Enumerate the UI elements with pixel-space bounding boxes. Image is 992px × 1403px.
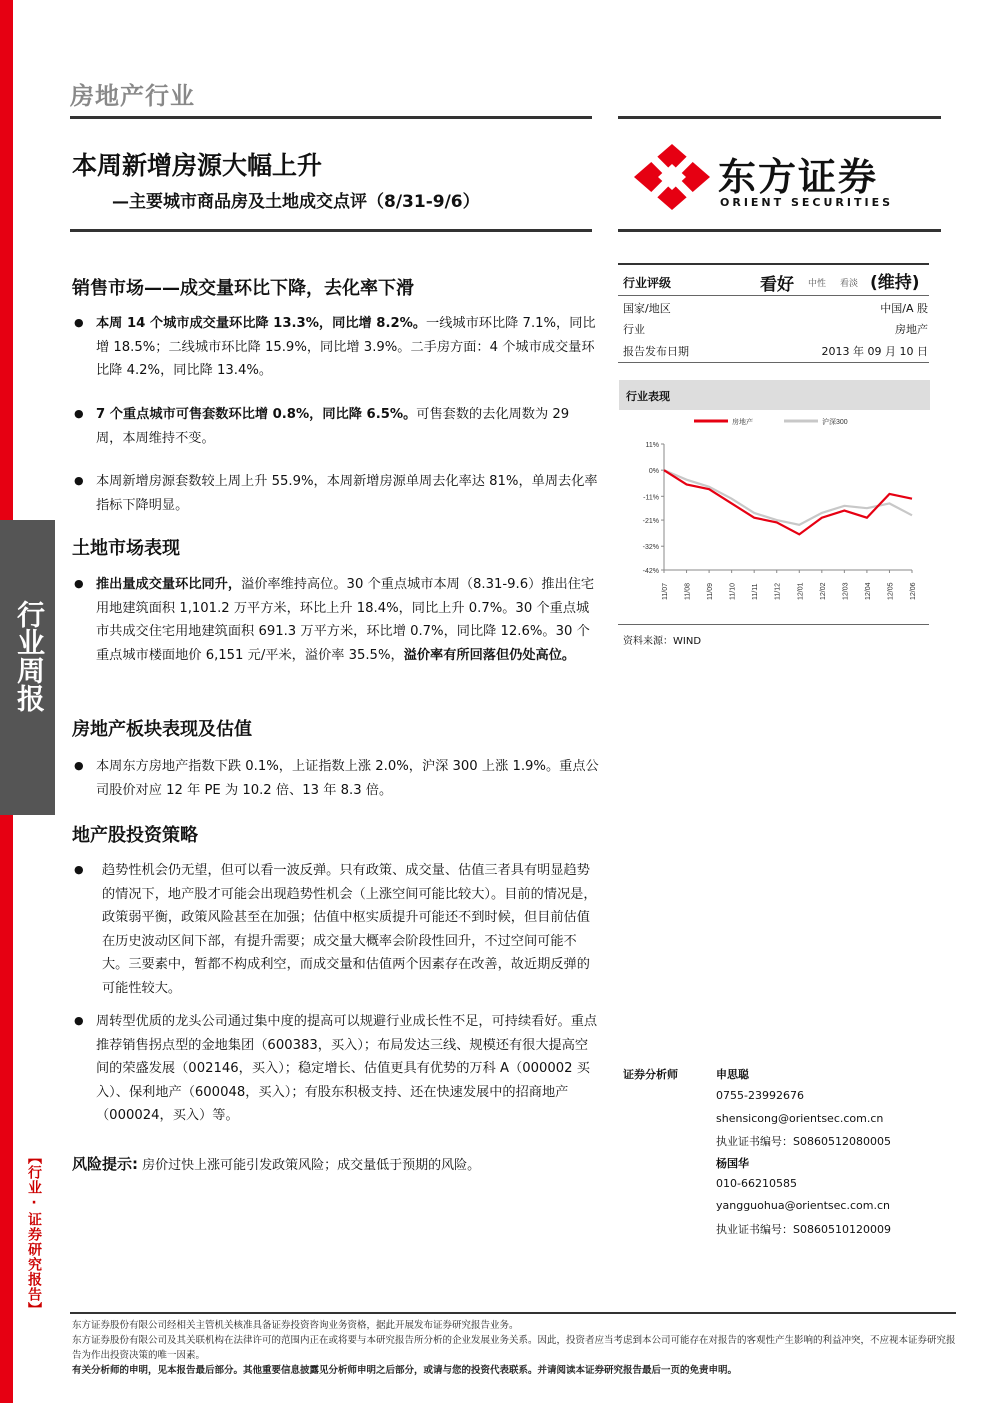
x-tick-label: 11/11 xyxy=(752,583,760,600)
series-line xyxy=(664,470,912,525)
rating-value: 看好 xyxy=(760,275,794,295)
list-item: 本周东方房地产指数下跌 0.1%，上证指数上涨 2.0%，沪深 300 上涨 1.9%。重点公司股价对应 12 年 PE 为 10.2 倍、13 年 8.3 倍。 xyxy=(96,759,599,798)
industry-performance-chart xyxy=(622,410,922,620)
footer-line: 有关分析师的申明，见本报告最后部分。其他重要信息披露见分析师申明之后部分，或请与您的投资代表联系。并请阅读本证券研究报告最后一页的免责申明。 xyxy=(72,1365,738,1376)
rating-neutral: 中性 xyxy=(808,279,827,289)
info-value: 房地产 xyxy=(895,323,928,336)
divider xyxy=(618,116,941,119)
list-item: 趋势性机会仍无望，但可以看一波反弹。只有政策、成交量、估值三者具有明显趋势的情况下，地产股才可能会出现趋势性机会（上涨空间可能比较大）。目前的情况是，政策弱平衡，政策风险甚至在加强；估值中枢实质提升可能还不到时候，但目前估值在历史波动区间下部，有提升需要；成交量大概率会阶段性回升，不过空间可能不大。三要素中，暂都不构成利空，而成交量和估值两个因素存在改善，故近期反弹的可能性较大。 xyxy=(102,863,597,996)
divider xyxy=(70,229,592,232)
footer-disclaimer xyxy=(72,1318,962,1378)
logo-text-cn: 东方证券 xyxy=(718,155,879,199)
y-tick-label: -42% xyxy=(642,568,659,575)
divider xyxy=(618,263,929,265)
y-tick-label: 11% xyxy=(645,442,659,449)
bullet-icon: ● xyxy=(74,759,84,772)
analyst-phone: 010-66210585 xyxy=(716,1177,797,1190)
analyst-name: 申思聪 xyxy=(716,1068,749,1081)
logo-mark-icon xyxy=(632,142,712,212)
left-red-stripe-bottom xyxy=(0,815,13,1403)
side-label: 行业周报 xyxy=(13,600,46,712)
divider xyxy=(70,1312,956,1314)
info-key: 报告发布日期 xyxy=(623,345,689,358)
logo-text-en: ORIENT SECURITIES xyxy=(720,196,894,209)
industry-label: 房地产行业 xyxy=(70,82,195,110)
left-red-stripe xyxy=(0,0,13,520)
x-tick-label: 12/03 xyxy=(842,582,850,600)
divider xyxy=(70,116,592,119)
footer-line: 东方证券股份有限公司经相关主管机关核准具备证券投资咨询业务资格，据此开展发布证券研究报告业务。 xyxy=(72,1320,519,1331)
page-title: 本周新增房源大幅上升 xyxy=(72,151,323,180)
analyst-cert: 执业证书编号：S0860512080005 xyxy=(716,1135,891,1148)
divider xyxy=(618,624,929,625)
x-tick-label: 12/01 xyxy=(797,582,805,600)
bullet-icon: ● xyxy=(74,316,84,329)
page-subtitle: —主要城市商品房及土地成交点评（8/31-9/6） xyxy=(112,192,480,212)
list-item: 7 个重点城市可售套数环比增 0.8%，同比降 6.5%。可售套数的去化周数为 29 周，本周维持不变。 xyxy=(96,407,570,446)
bullet-icon: ● xyxy=(74,863,84,876)
x-tick-label: 11/10 xyxy=(729,583,737,600)
divider xyxy=(618,362,929,363)
x-tick-label: 11/08 xyxy=(684,583,692,600)
bullet-icon: ● xyxy=(74,407,84,420)
section-title-sales: 销售市场——成交量环比下降，去化率下滑 xyxy=(72,278,414,299)
list-item: 本周新增房源套数较上周上升 55.9%，本周新增房源单周去化率达 81%，单周去化率指标下降明显。 xyxy=(96,474,598,513)
bullet-icon: ● xyxy=(74,474,84,487)
y-tick-label: -11% xyxy=(643,494,659,502)
chart-source: 资料来源：WIND xyxy=(623,636,702,647)
analyst-email[interactable]: yangguohua@orientsec.com.cn xyxy=(716,1199,890,1212)
perf-title: 行业表现 xyxy=(626,390,670,403)
bullet-icon: ● xyxy=(74,577,84,590)
list-item: 推出量成交量环比同升，溢价率维持高位。30 个重点城市本周（8.31-9.6）推出住宅用地建筑面积 1,101.2 万平方米，环比上升 18.4%，同比上升 0.7%。30 个重点城市共成交住宅用地建筑面积 691.3 万平方米，环比增 0.7%，同比降 12.6%。30 个重点城市楼面地价 6,151 元/平米，溢价率 35.5%，溢价率有所回落但仍处高位。 xyxy=(96,577,595,663)
series-line xyxy=(664,470,912,534)
legend-label: 沪深300 xyxy=(822,419,848,426)
x-tick-label: 11/07 xyxy=(662,583,669,600)
section-title-strategy: 地产股投资策略 xyxy=(72,825,198,846)
analyst-label: 证券分析师 xyxy=(623,1068,678,1081)
footer-line: 东方证券股份有限公司及其关联机构在法律许可的范围内正在或将要与本研究报告所分析的企业发展业务关系。因此，投资者应当考虑到本公司可能存在对报告的客观性产生影响的利益冲突，不应视本证券研究报告为作出投资决策的唯一因素。 xyxy=(72,1335,956,1361)
legend-label: 房地产 xyxy=(732,419,753,426)
divider xyxy=(618,229,941,232)
list-item: 本周 14 个城市成交量环比降 13.3%，同比增 8.2%。一线城市环比降 7.1%，同比增 18.5%；二线城市环比降 15.9%，同比增 3.9%。二手房方面：4 个城市成交量环比降 4.2%，同比降 13.4%。 xyxy=(96,316,596,378)
rating-label: 行业评级 xyxy=(623,276,672,290)
section-title-sector: 房地产板块表现及估值 xyxy=(72,719,252,740)
x-tick-label: 12/05 xyxy=(887,582,895,600)
section-title-land: 土地市场表现 xyxy=(72,538,180,559)
x-tick-label: 11/09 xyxy=(707,583,715,600)
divider xyxy=(618,295,929,296)
rating-weak: 看淡 xyxy=(840,279,859,289)
analyst-name: 杨国华 xyxy=(716,1157,749,1170)
info-value: 2013 年 09 月 10 日 xyxy=(821,345,928,358)
y-tick-label: -32% xyxy=(642,544,659,552)
x-tick-label: 12/06 xyxy=(910,582,917,600)
analyst-phone: 0755-23992676 xyxy=(716,1089,804,1102)
x-tick-label: 11/12 xyxy=(774,583,782,600)
rating-keep: (维持) xyxy=(870,273,920,293)
analyst-cert: 执业证书编号：S0860510120009 xyxy=(716,1223,891,1236)
analyst-email[interactable]: shensicong@orientsec.com.cn xyxy=(716,1112,884,1125)
risk-note: 风险提示: 房价过快上涨可能引发政策风险；成交量低于预期的风险。 xyxy=(72,1155,481,1173)
info-value: 中国/A 股 xyxy=(880,302,928,315)
y-tick-label: -21% xyxy=(642,518,659,526)
bullet-icon: ● xyxy=(74,1014,84,1027)
x-tick-label: 12/04 xyxy=(864,582,872,600)
list-item: 周转型优质的龙头公司通过集中度的提高可以规避行业成长性不足，可持续看好。重点推荐销售拐点型的金地集团（600383，买入）；布局发达三线、规模还有很大提高空间的荣盛发展（002146，买入）；稳定增长、估值更具有优势的万科 A（000002 买入）、保利地产（600048，买入）；有股东积极支持、还在快速发展中的招商地产（000024，买入）等。 xyxy=(96,1014,598,1123)
info-key: 国家/地区 xyxy=(623,302,671,315)
side-report-type: 【行业·证券研究报告】 xyxy=(26,1150,42,1317)
x-tick-label: 12/02 xyxy=(819,582,827,600)
y-tick-label: 0% xyxy=(648,468,659,476)
info-key: 行业 xyxy=(623,323,645,336)
